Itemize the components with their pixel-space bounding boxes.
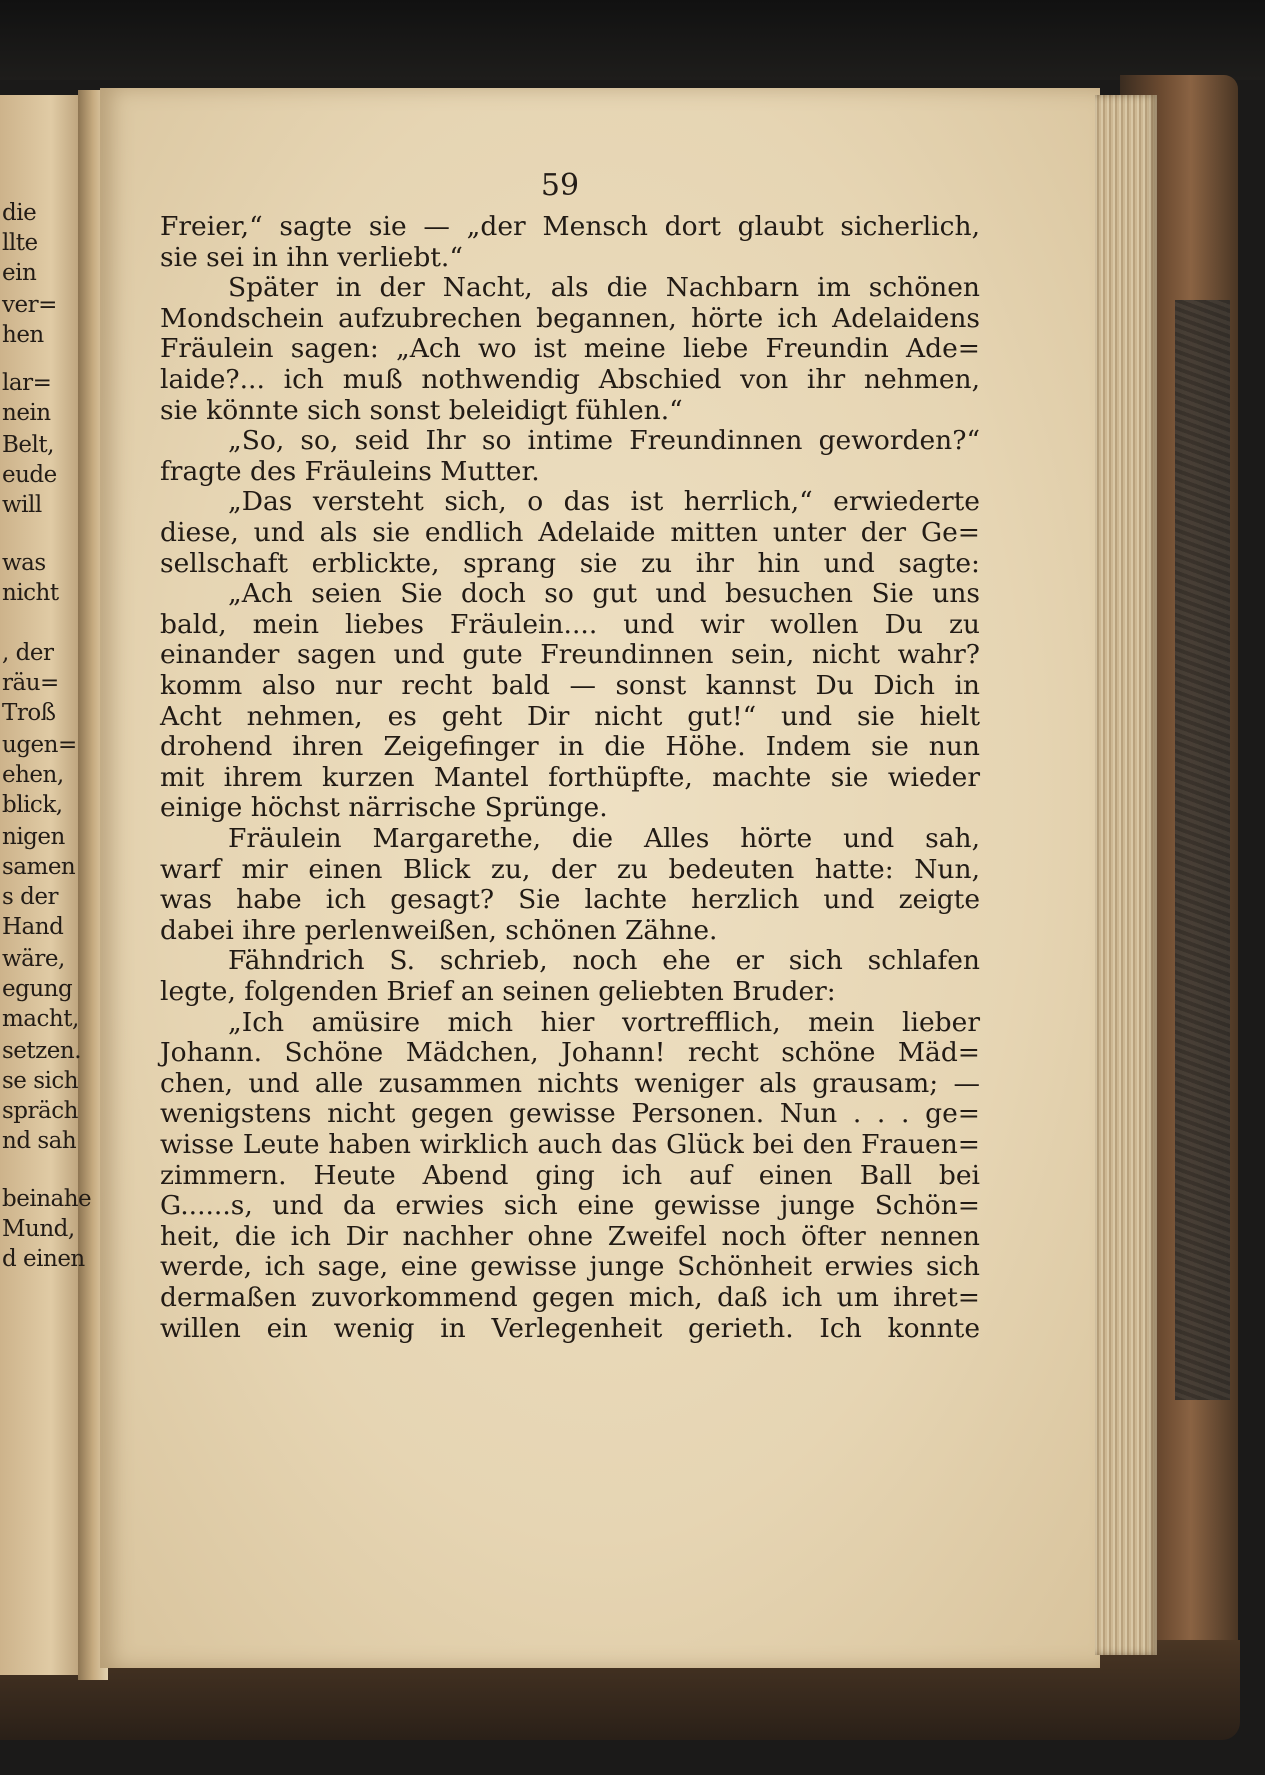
text-line: komm also nur recht bald — sonst kannst Du Dich in [160, 670, 980, 701]
text-line: Fräulein sagen: „Ach wo ist meine liebe Freundin Ade= [160, 333, 980, 365]
left-page-line-fragment: samen [2, 854, 76, 880]
left-page-line-fragment: hen [2, 322, 44, 348]
text-line: Freier,“ sagte sie — „der Mensch dort glaubt sicherlich, [160, 211, 980, 242]
left-page-line-fragment: will [2, 492, 42, 518]
text-line: werde, ich sage, eine gewisse junge Schönheit erwies sich [160, 1251, 980, 1283]
text-line: Mondschein aufzubrechen begannen, hörte ich Adelaidens [160, 302, 980, 334]
left-page-line-fragment: macht, [2, 1006, 79, 1032]
text-line: „Ach seien Sie doch so gut und besuchen Sie uns [228, 578, 980, 610]
text-line: Später in der Nacht, als die Nachbarn im schönen [228, 272, 980, 304]
left-page-line-fragment: blick, [2, 792, 63, 818]
text-line: diese, und als sie endlich Adelaide mitten unter der Ge= [160, 517, 980, 548]
text-line: heit, die ich Dir nachher ohne Zweifel noch öfter nennen [160, 1220, 980, 1252]
text-line: dabei ihre perlenweißen, schönen Zähne. [160, 914, 718, 946]
left-page-line-fragment: nigen [2, 824, 65, 850]
text-line: „So, so, seid Ihr so intime Freundinnen geworden?“ [228, 425, 980, 457]
left-page-line-fragment: eude [2, 462, 57, 488]
text-line: wenigstens nicht gegen gewisse Personen. Nun . . . ge= [160, 1098, 980, 1130]
text-line: wisse Leute haben wirklich auch das Glück bei den Frauen= [160, 1129, 980, 1160]
text-line: G......s, und da erwies sich eine gewisse junge Schön= [160, 1190, 980, 1222]
left-page-line-fragment: Mund, [2, 1216, 75, 1242]
left-page-line-fragment: ugen= [2, 732, 77, 758]
background-shadow [0, 0, 1265, 80]
text-line: laide?... ich muß nothwendig Abschied von ihr nehmen, [160, 364, 980, 395]
text-line: einander sagen und gute Freundinnen sein, nicht wahr? [160, 639, 980, 671]
text-line: sie sei in ihn verliebt.“ [160, 241, 463, 273]
left-page-line-fragment: lar= [2, 370, 52, 396]
left-page-line-fragment: die [2, 200, 37, 226]
text-line: drohend ihren Zeigefinger in die Höhe. Indem sie nun [160, 731, 980, 763]
text-line: warf mir einen Blick zu, der zu bedeuten hatte: Nun, [160, 853, 980, 885]
left-page-line-fragment: llte [2, 230, 38, 256]
left-page-line-fragment: Belt, [2, 432, 54, 458]
text-line: einige höchst närrische Sprünge. [160, 792, 608, 824]
text-line: sie könnte sich sonst beleidigt fühlen.“ [160, 394, 683, 426]
text-line: Acht nehmen, es geht Dir nicht gut!“ und sie hielt [160, 700, 980, 732]
text-line: dermaßen zuvorkommend gegen mich, daß ich um ihret= [160, 1282, 980, 1313]
left-page-line-fragment: nein [2, 400, 51, 426]
left-page-line-fragment: ehen, [2, 762, 64, 788]
left-page-line-fragment: beinahe [2, 1186, 92, 1212]
text-line: willen ein wenig in Verlegenheit gerieth. Ich konnte [160, 1312, 980, 1344]
text-line: Fräulein Margarethe, die Alles hörte und sah, [228, 823, 980, 854]
left-page-line-fragment: nicht [2, 580, 59, 606]
left-page-line-fragment: nd sah [2, 1128, 77, 1154]
text-line: „Ich amüsire mich hier vortrefflich, mein lieber [228, 1006, 980, 1038]
page-number: 59 [540, 168, 580, 203]
left-page-line-fragment: , der [2, 640, 54, 666]
text-line: was habe ich gesagt? Sie lachte herzlich und zeigte [160, 884, 980, 916]
text-line: mit ihrem kurzen Mantel forthüpfte, machte sie wieder [160, 761, 980, 793]
left-page-line-fragment: se sich [2, 1068, 79, 1094]
page-edges [1095, 95, 1157, 1655]
left-page-line-fragment: was [2, 550, 46, 576]
text-line: Fähndrich S. schrieb, noch ehe er sich schlafen [228, 945, 980, 977]
text-line: chen, und alle zusammen nichts weniger als grausam; — [160, 1067, 980, 1099]
text-line: „Das versteht sich, o das ist herrlich,“ erwiederte [228, 486, 980, 518]
marbled-cover-texture [1175, 300, 1230, 1400]
left-page-line-fragment: Hand [2, 914, 64, 940]
left-page-line-fragment: egung [2, 976, 73, 1002]
text-line: bald, mein liebes Fräulein.... und wir wollen Du zu [160, 608, 980, 640]
left-page-line-fragment: setzen. [2, 1038, 82, 1064]
left-page-line-fragment: d einen [2, 1246, 85, 1272]
left-page-line-fragment: ein [2, 260, 37, 286]
left-page-line-fragment: räu= [2, 670, 59, 696]
left-page-line-fragment: wäre, [2, 946, 65, 972]
left-page-line-fragment: ver= [2, 292, 57, 318]
text-line: fragte des Fräuleins Mutter. [160, 455, 540, 487]
text-line: Johann. Schöne Mädchen, Johann! recht schöne Mäd= [160, 1037, 980, 1069]
left-page-line-fragment: s der [2, 884, 58, 910]
text-line: sellschaft erblickte, sprang sie zu ihr hin und sagte: [160, 547, 980, 579]
text-line: legte, folgenden Brief an seinen geliebten Bruder: [160, 976, 836, 1007]
left-page-line-fragment: spräch [2, 1098, 78, 1124]
left-page-line-fragment: Troß [2, 700, 56, 726]
text-line: zimmern. Heute Abend ging ich auf einen Ball bei [160, 1159, 980, 1191]
